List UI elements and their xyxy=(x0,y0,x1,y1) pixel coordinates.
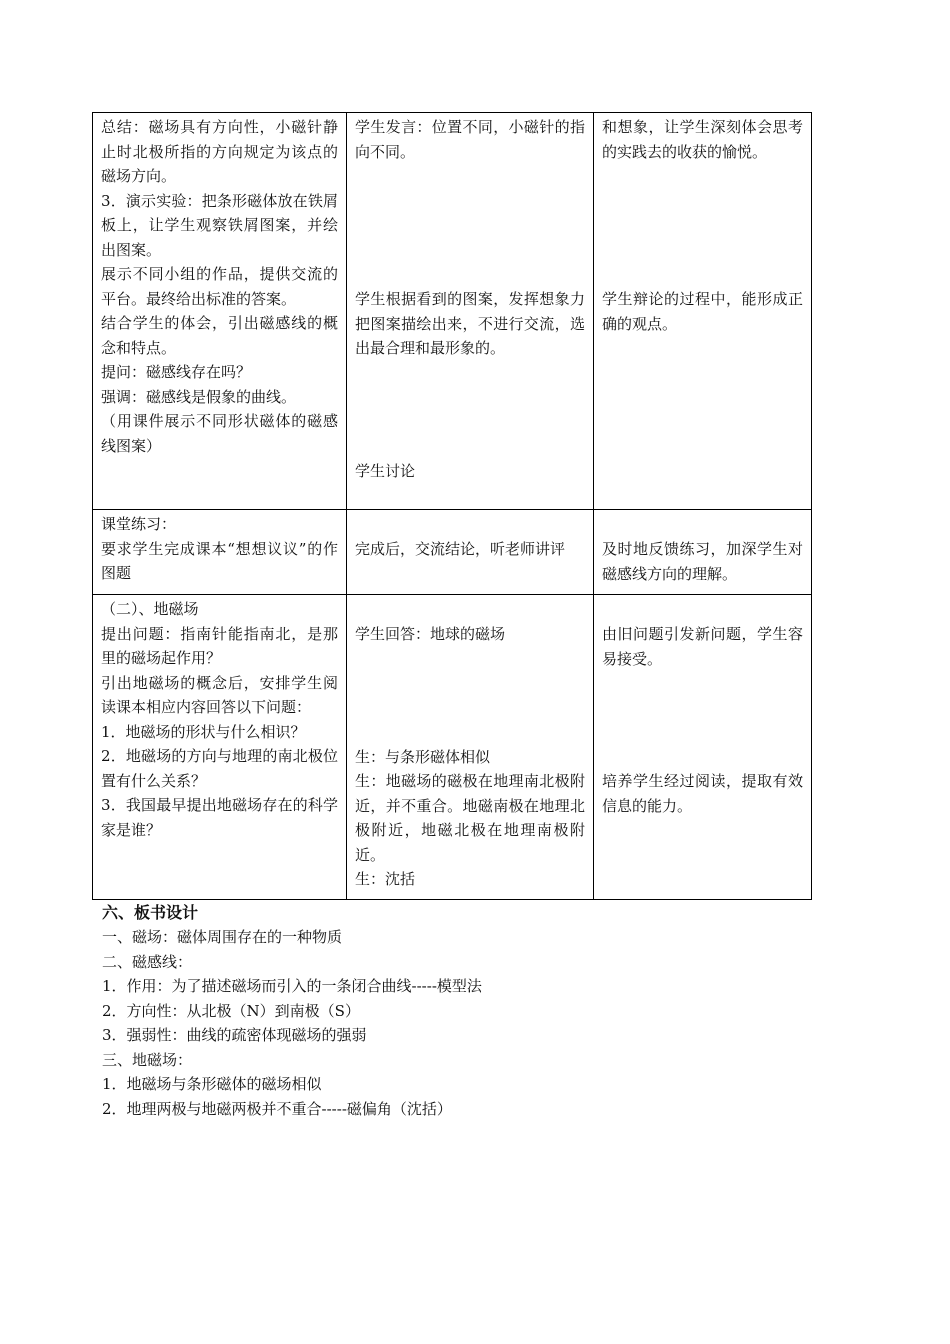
document-page xyxy=(92,112,803,1121)
paragraph: 3．演示实验：把条形磁体放在铁屑板上，让学生观察铁屑图案，并绘出图案。 xyxy=(101,191,338,259)
table-row xyxy=(93,595,812,900)
paragraph: 学生回答：地球的磁场 xyxy=(355,625,506,643)
board-line: 2．方向性：从北极（N）到南极（S） xyxy=(102,1001,360,1020)
paragraph: 1．地磁场的形状与什么相识？ xyxy=(101,722,306,741)
paragraph: 提问：磁感线存在吗？ xyxy=(101,363,252,381)
student-activity-cell xyxy=(347,595,594,900)
paragraph: 总结：磁场具有方向性，小磁针静止时北极所指的方向规定为该点的磁场方向。 xyxy=(101,118,338,185)
board-design-heading: 六、板书设计 xyxy=(102,903,199,922)
board-line: 2．地理两极与地磁两极并不重合-----磁偏角（沈括） xyxy=(102,1099,452,1118)
board-line: 二、磁感线： xyxy=(102,952,193,971)
lesson-plan-table xyxy=(92,112,812,900)
paragraph: 要求学生完成课本“想想议议”的作图题 xyxy=(101,539,338,582)
teacher-activity-cell xyxy=(93,510,347,595)
design-intent-cell xyxy=(594,510,812,595)
paragraph: 和想象，让学生深刻体会思考的实践去的收获的愉悦。 xyxy=(602,118,803,161)
paragraph: 提出问题：指南针能指南北，是那里的磁场起作用？ xyxy=(101,624,338,667)
paragraph: 完成后，交流结论，听老师讲评 xyxy=(355,540,566,558)
paragraph: （用课件展示不同形状磁体的磁感线图案） xyxy=(101,412,338,455)
design-intent-cell xyxy=(594,113,812,510)
paragraph: 及时地反馈练习，加深学生对磁感线方向的理解。 xyxy=(602,540,803,583)
paragraph: 学生根据看到的图案，发挥想象力把图案描绘出来，不进行交流，选出最合理和最形象的。 xyxy=(355,290,585,357)
board-line: 1．作用：为了描述磁场而引入的一条闭合曲线-----模型法 xyxy=(102,977,482,995)
board-line: 3．强弱性：曲线的疏密体现磁场的强弱 xyxy=(102,1026,367,1044)
paragraph: 生：地磁场的磁极在地理南北极附近，并不重合。地磁南极在地理北极附近，地磁北极在地理南极附近。 xyxy=(355,772,585,864)
paragraph: 3．我国最早提出地磁场存在的科学家是谁？ xyxy=(101,796,338,839)
paragraph: 学生讨论 xyxy=(355,461,416,480)
paragraph: 结合学生的体会，引出磁感线的概念和特点。 xyxy=(101,314,338,357)
table-row xyxy=(93,113,812,510)
paragraph: （二）、地磁场 xyxy=(101,600,199,618)
teacher-activity-cell xyxy=(93,113,347,510)
table-row xyxy=(93,510,812,595)
paragraph: 引出地磁场的概念后，安排学生阅读课本相应内容回答以下问题： xyxy=(101,673,338,716)
paragraph: 培养学生经过阅读，提取有效信息的能力。 xyxy=(602,772,803,815)
board-line: 1．地磁场与条形磁体的磁场相似 xyxy=(102,1075,322,1093)
paragraph: 由旧问题引发新问题，学生容易接受。 xyxy=(602,625,803,668)
design-intent-cell xyxy=(594,595,812,900)
paragraph: 生：沈括 xyxy=(355,870,416,888)
paragraph: 2．地磁场的方向与地理的南北极位置有什么关系？ xyxy=(101,747,338,790)
paragraph: 学生辩论的过程中，能形成正确的观点。 xyxy=(602,290,803,333)
paragraph: 学生发言：位置不同，小磁针的指向不同。 xyxy=(355,118,585,161)
board-line: 一、磁场：磁体周围存在的一种物质 xyxy=(102,928,343,946)
student-activity-cell xyxy=(347,113,594,510)
student-activity-cell xyxy=(347,510,594,595)
paragraph: 生：与条形磁体相似 xyxy=(355,747,491,766)
paragraph: 课堂练习： xyxy=(101,515,177,533)
board-line: 三、地磁场： xyxy=(102,1050,193,1069)
paragraph: 强调：磁感线是假象的曲线。 xyxy=(101,387,297,406)
teacher-activity-cell xyxy=(93,595,347,900)
paragraph: 展示不同小组的作品，提供交流的平台。最终给出标准的答案。 xyxy=(101,265,338,308)
